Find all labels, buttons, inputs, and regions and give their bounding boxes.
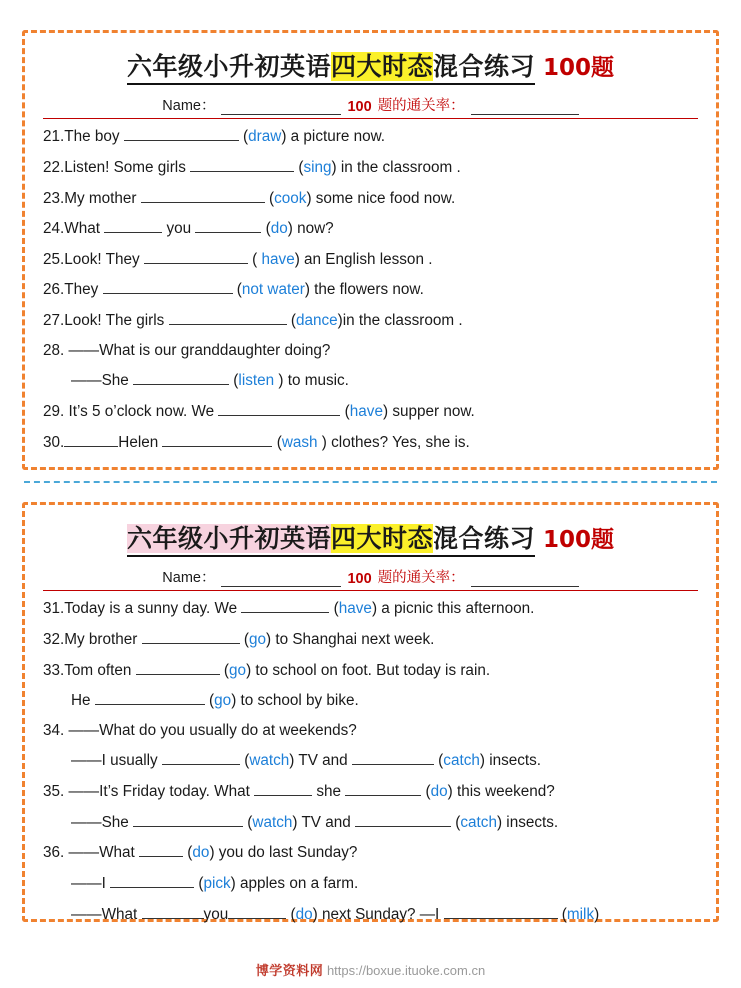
sentence-text: Look! They bbox=[64, 250, 144, 268]
title-segment-practice: 混合练习 bbox=[433, 524, 536, 553]
sentence-text: ——What bbox=[71, 905, 142, 923]
sentence-text: ( bbox=[239, 752, 250, 770]
answer-blank[interactable] bbox=[162, 750, 240, 765]
exercise-item bbox=[43, 629, 698, 651]
verb-cue: milk bbox=[566, 905, 595, 923]
answer-blank[interactable] bbox=[444, 904, 558, 919]
worksheet-2-items bbox=[43, 598, 698, 925]
exercise-item bbox=[43, 188, 698, 210]
exercise-item bbox=[43, 690, 698, 712]
sentence-text: He bbox=[71, 692, 95, 710]
sentence-text: What bbox=[64, 220, 105, 238]
name-input-blank[interactable] bbox=[221, 101, 341, 115]
sentence-text: ( bbox=[247, 250, 262, 268]
pass-rate-blank[interactable] bbox=[471, 101, 579, 115]
sentence-text: ) next Sunday? —I bbox=[312, 905, 444, 923]
worksheet-1-title bbox=[127, 51, 535, 85]
verb-cue: have bbox=[261, 250, 295, 268]
sentence-text: ( bbox=[261, 220, 271, 238]
sentence-text: My brother bbox=[64, 630, 142, 648]
answer-blank[interactable] bbox=[352, 750, 434, 765]
title-segment-practice: 混合练习 bbox=[433, 52, 536, 81]
worksheet-1 bbox=[22, 30, 719, 470]
sentence-text: she bbox=[312, 783, 346, 801]
sentence-text: ) supper now. bbox=[382, 403, 475, 421]
verb-cue: go bbox=[229, 661, 247, 679]
exercise-item bbox=[43, 370, 698, 392]
exercise-item bbox=[43, 401, 698, 423]
answer-blank[interactable] bbox=[95, 690, 205, 705]
sentence-text: ( bbox=[264, 189, 275, 207]
exercise-item bbox=[43, 598, 698, 620]
sentence-text: ——It’s Friday today. What bbox=[64, 783, 255, 801]
verb-cue: sing bbox=[303, 158, 332, 176]
watermark-url: https://boxue.ituoke.com.cn bbox=[326, 963, 486, 978]
sentence-text: ( bbox=[286, 312, 296, 330]
exercise-item bbox=[43, 660, 698, 682]
sentence-text: ——She bbox=[71, 813, 134, 831]
sentence-text: ) clothes? Yes, she is. bbox=[317, 433, 470, 451]
answer-blank[interactable] bbox=[144, 249, 248, 264]
worksheet-2-title-row bbox=[43, 521, 698, 557]
sentence-text: ) the flowers now. bbox=[304, 281, 424, 299]
verb-cue: go bbox=[214, 692, 232, 710]
worksheet-1-title-row bbox=[43, 49, 698, 85]
sentence-text: ( bbox=[239, 630, 249, 648]
sentence-text: ) you do last Sunday? bbox=[209, 844, 358, 862]
sentence-text: ) a picture now. bbox=[281, 128, 386, 146]
item-number: 31. bbox=[43, 600, 65, 618]
verb-cue: watch bbox=[252, 813, 293, 831]
sentence-text: ) TV and bbox=[289, 752, 352, 770]
sentence-text: ( bbox=[433, 752, 444, 770]
watermark bbox=[0, 960, 741, 979]
sentence-text: Tom often bbox=[64, 661, 136, 679]
verb-cue: cook bbox=[274, 189, 307, 207]
verb-cue: pick bbox=[203, 875, 231, 893]
verb-cue: have bbox=[349, 403, 383, 421]
item-number: 25. bbox=[43, 250, 65, 268]
sentence-text: ) now? bbox=[287, 220, 334, 238]
answer-blank[interactable] bbox=[139, 842, 183, 857]
item-number: 29. bbox=[43, 403, 65, 421]
title-segment-grade: 六年级小升初英语 bbox=[126, 524, 331, 553]
title-segment-tense: 四大时态 bbox=[330, 524, 433, 553]
exercise-item bbox=[43, 873, 698, 895]
sentence-text: ( bbox=[557, 905, 567, 923]
worksheet-1-items bbox=[43, 126, 698, 453]
item-number: 32. bbox=[43, 630, 65, 648]
item-number: 34. bbox=[43, 721, 65, 739]
answer-blank[interactable] bbox=[141, 188, 265, 203]
sentence-text: Look! The girls bbox=[64, 312, 169, 330]
sentence-text: ——I usually bbox=[71, 752, 162, 770]
answer-blank[interactable] bbox=[355, 812, 451, 827]
sentence-text: ( bbox=[243, 813, 253, 831]
answer-blank[interactable] bbox=[133, 812, 243, 827]
answer-blank[interactable] bbox=[195, 218, 261, 233]
sentence-text: They bbox=[64, 281, 103, 299]
exercise-item bbox=[43, 218, 698, 240]
sentence-text: It’s 5 o’clock now. We bbox=[64, 403, 219, 421]
sentence-text: ) to school on foot. But today is rain. bbox=[246, 661, 491, 679]
sentence-text: ) to school by bike. bbox=[231, 692, 359, 710]
sentence-text: ) TV and bbox=[292, 813, 356, 831]
item-number: 27. bbox=[43, 312, 65, 330]
pass-rate-blank[interactable] bbox=[471, 573, 579, 587]
item-number: 28. bbox=[43, 341, 65, 359]
verb-cue: do bbox=[270, 220, 288, 238]
sentence-text: ) insects. bbox=[496, 813, 559, 831]
verb-cue: watch bbox=[249, 752, 290, 770]
exercise-item bbox=[43, 279, 698, 301]
answer-blank[interactable] bbox=[190, 157, 294, 172]
name-input-blank[interactable] bbox=[221, 573, 341, 587]
sentence-text: ——What bbox=[64, 844, 140, 862]
exercise-item bbox=[43, 750, 698, 772]
sentence-text: ) apples on a farm. bbox=[230, 875, 359, 893]
title-segment-tense: 四大时态 bbox=[330, 52, 433, 81]
sentence-text: ) a picnic this afternoon. bbox=[371, 600, 535, 618]
page-divider bbox=[24, 481, 717, 483]
pass-rate-label: 题的通关率： bbox=[377, 98, 465, 115]
sentence-text: ( bbox=[183, 844, 193, 862]
verb-cue: catch bbox=[460, 813, 497, 831]
verb-cue: catch bbox=[443, 752, 480, 770]
worksheet-2-count: 100题 bbox=[543, 527, 615, 553]
verb-cue: listen bbox=[238, 372, 275, 390]
sentence-text: )in the classroom . bbox=[337, 312, 463, 330]
item-number: 35. bbox=[43, 783, 65, 801]
answer-blank[interactable] bbox=[136, 660, 220, 675]
item-number: 36. bbox=[43, 844, 65, 862]
sentence-text: ( bbox=[340, 403, 350, 421]
answer-blank[interactable] bbox=[228, 904, 286, 919]
exercise-item bbox=[43, 842, 698, 864]
verb-cue: do bbox=[192, 844, 210, 862]
sentence-text: ( bbox=[329, 600, 339, 618]
verb-cue: do bbox=[430, 783, 448, 801]
sentence-text: ( bbox=[232, 281, 242, 299]
sentence-text: ( bbox=[286, 905, 296, 923]
sentence-text: ( bbox=[451, 813, 461, 831]
sentence-text: ( bbox=[219, 661, 230, 679]
item-number: 21. bbox=[43, 128, 65, 146]
answer-blank[interactable] bbox=[169, 310, 287, 325]
sentence-text: ——She bbox=[71, 372, 134, 390]
answer-blank[interactable] bbox=[103, 279, 233, 294]
sentence-text: ——What do you usually do at weekends? bbox=[64, 721, 357, 739]
sentence-text: ) bbox=[594, 905, 600, 923]
sentence-text: ( bbox=[294, 158, 304, 176]
sentence-text: Helen bbox=[118, 433, 163, 451]
sentence-text: ) to Shanghai next week. bbox=[266, 630, 435, 648]
item-number: 22. bbox=[43, 158, 65, 176]
sentence-text: ( bbox=[421, 783, 431, 801]
title-segment-grade: 六年级小升初英语 bbox=[126, 52, 331, 81]
sentence-text: ( bbox=[204, 692, 215, 710]
verb-cue: wash bbox=[281, 433, 318, 451]
answer-blank[interactable] bbox=[64, 432, 118, 447]
worksheet-1-count: 100题 bbox=[543, 55, 615, 81]
name-label: Name： bbox=[162, 98, 216, 115]
answer-blank[interactable] bbox=[254, 781, 312, 796]
worksheet-2-name-row bbox=[43, 566, 698, 591]
answer-blank[interactable] bbox=[345, 781, 421, 796]
verb-cue: draw bbox=[248, 128, 282, 146]
verb-cue: not water bbox=[241, 281, 305, 299]
answer-blank[interactable] bbox=[218, 401, 340, 416]
answer-blank[interactable] bbox=[142, 629, 240, 644]
answer-blank[interactable] bbox=[162, 432, 272, 447]
sentence-text: ——What is our granddaughter doing? bbox=[64, 341, 331, 359]
sentence-text: ( bbox=[272, 433, 282, 451]
exercise-item bbox=[43, 249, 698, 271]
sentence-text: ——I bbox=[71, 875, 111, 893]
item-number: 24. bbox=[43, 220, 65, 238]
exercise-item bbox=[43, 812, 698, 834]
item-number: 33. bbox=[43, 661, 65, 679]
exercise-item bbox=[43, 157, 698, 179]
sentence-text: ( bbox=[229, 372, 239, 390]
sentence-text: The boy bbox=[64, 128, 124, 146]
pass-number: 100 bbox=[347, 99, 372, 116]
sentence-text: ) some nice food now. bbox=[306, 189, 456, 207]
item-number: 30. bbox=[43, 433, 65, 451]
item-number: 26. bbox=[43, 281, 65, 299]
exercise-item bbox=[43, 126, 698, 148]
sentence-text: you bbox=[162, 220, 196, 238]
sentence-text: Listen! Some girls bbox=[64, 158, 191, 176]
sentence-text: ) in the classroom . bbox=[331, 158, 461, 176]
sentence-text: ) to music. bbox=[274, 372, 349, 390]
exercise-item bbox=[43, 310, 698, 332]
worksheet-2-title bbox=[127, 523, 535, 557]
answer-blank[interactable] bbox=[110, 873, 194, 888]
pass-number: 100 bbox=[347, 571, 372, 588]
sentence-text: ( bbox=[194, 875, 204, 893]
sentence-text: ) insects. bbox=[479, 752, 542, 770]
pass-rate-label: 题的通关率： bbox=[377, 570, 465, 587]
answer-blank[interactable] bbox=[133, 370, 229, 385]
worksheet-2 bbox=[22, 502, 719, 922]
verb-cue: do bbox=[295, 905, 313, 923]
answer-blank[interactable] bbox=[142, 904, 204, 919]
answer-blank[interactable] bbox=[241, 598, 329, 613]
sentence-text: ) this weekend? bbox=[447, 783, 555, 801]
sentence-text: My mother bbox=[64, 189, 141, 207]
verb-cue: dance bbox=[295, 312, 338, 330]
exercise-item bbox=[43, 904, 698, 926]
sentence-text: you bbox=[203, 905, 229, 923]
exercise-item bbox=[43, 432, 698, 454]
answer-blank[interactable] bbox=[104, 218, 162, 233]
sentence-text: ) an English lesson . bbox=[294, 250, 433, 268]
exercise-item bbox=[43, 721, 698, 742]
answer-blank[interactable] bbox=[124, 126, 239, 141]
watermark-logo: 博学资料网 bbox=[255, 963, 324, 978]
verb-cue: go bbox=[248, 630, 266, 648]
verb-cue: have bbox=[338, 600, 372, 618]
name-label: Name： bbox=[162, 570, 216, 587]
worksheet-1-name-row bbox=[43, 94, 698, 119]
exercise-item bbox=[43, 341, 698, 362]
sentence-text: ( bbox=[238, 128, 249, 146]
exercise-item bbox=[43, 781, 698, 803]
item-number: 23. bbox=[43, 189, 65, 207]
sentence-text: Today is a sunny day. We bbox=[64, 600, 242, 618]
